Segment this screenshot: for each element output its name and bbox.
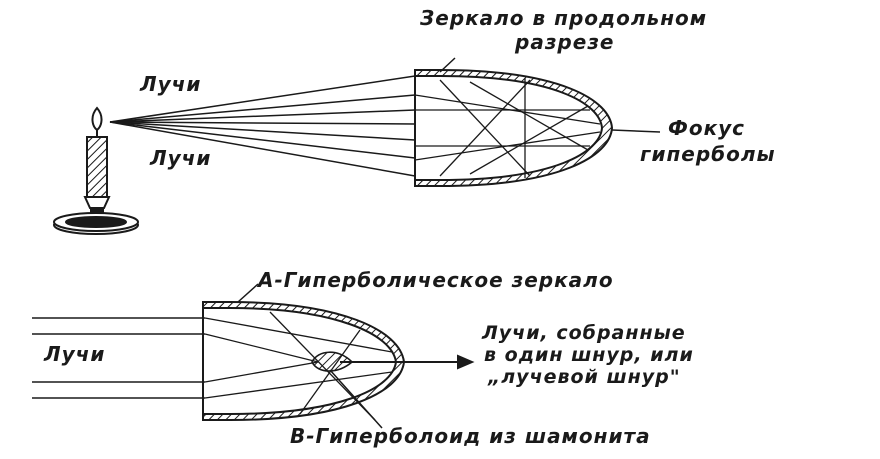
top-mirror [415, 70, 612, 186]
focus-leader [612, 130, 660, 132]
top-rays-label-lower: Лучи [150, 146, 212, 170]
top-mirror-label-line2: разрезе [515, 30, 615, 54]
top-rays-label-upper: Лучи [140, 72, 202, 96]
beam-arrow [340, 356, 472, 368]
b-leader [330, 370, 382, 428]
beam-label-line2: в один шнур, или [484, 344, 694, 366]
beam-label-line1: Лучи, собранные [482, 322, 686, 344]
a-leader [238, 284, 258, 302]
candle-icon [54, 108, 138, 234]
bottom-rays-label: Лучи [44, 342, 106, 366]
beam-label-line3: „лучевой шнур" [488, 366, 681, 388]
hyperboloid-label: В-Гиперболоид из шамонита [290, 424, 651, 448]
focus-label-line1: Фокус [668, 116, 746, 140]
focus-label-line2: гиперболы [640, 142, 776, 166]
top-mirror-label-line1: Зеркало в продольном [420, 6, 708, 30]
hyperbolic-mirror-label: А-Гиперболическое зеркало [258, 268, 614, 292]
